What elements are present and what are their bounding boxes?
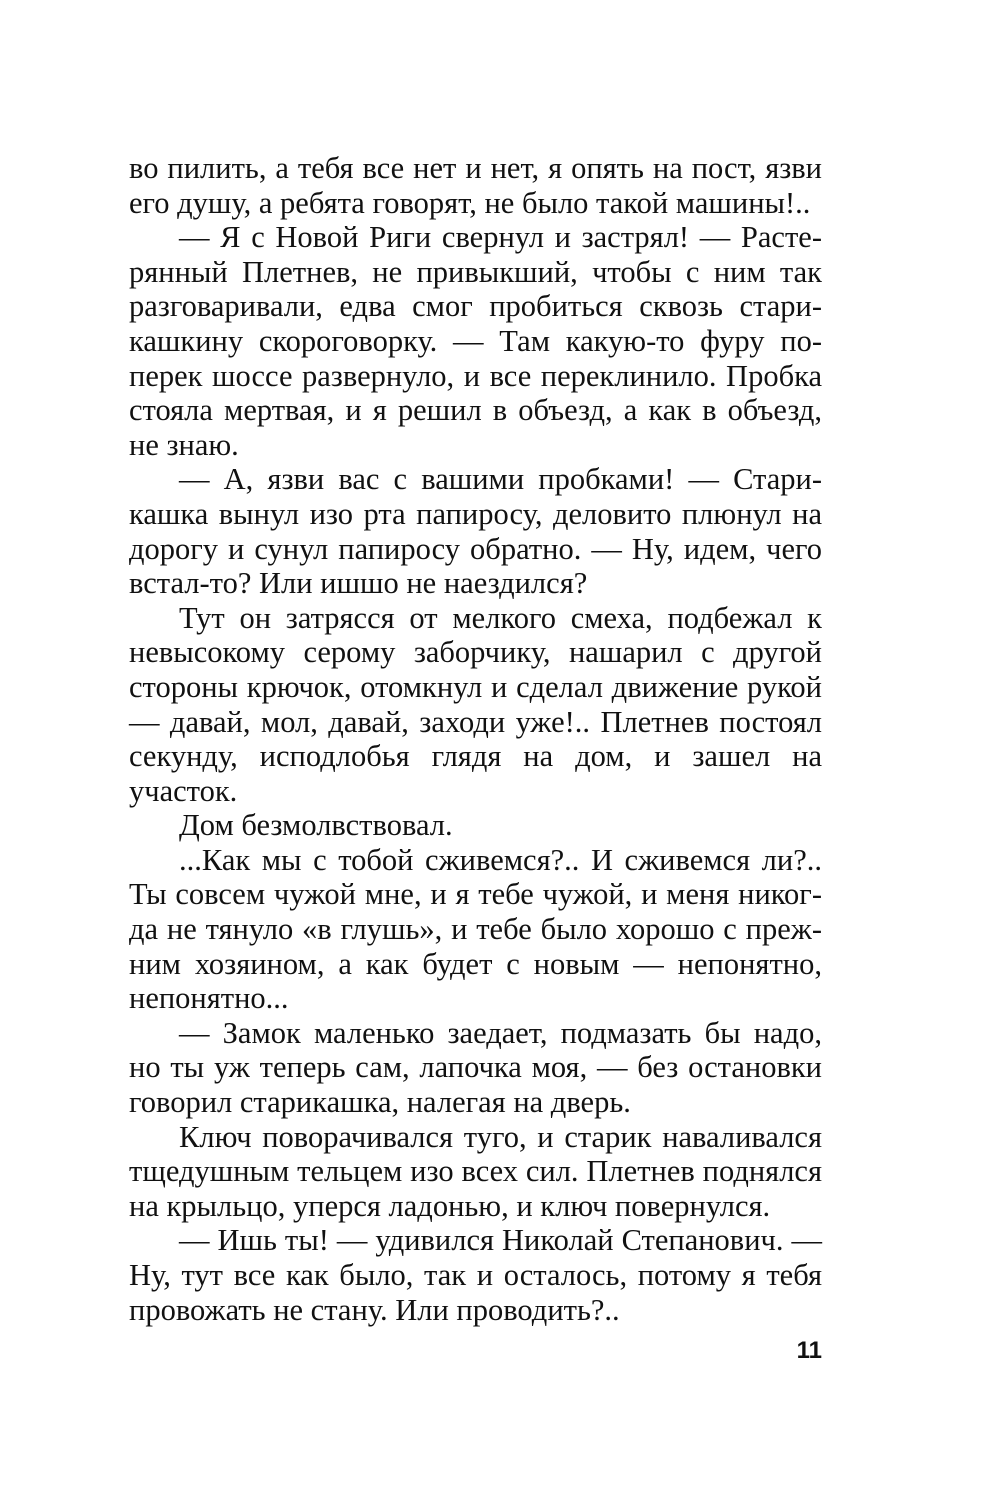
paragraph-4: Тут он затрясся от мелкого смеха, подбежал к невысокому серому заборчику, нашарил с другой стороны крючок, отомкнул и сделал движение рукой — давай, мол, давай, заходи уже!.. Плетнев постоял секунду, исподлобья глядя на дом, и зашел на участок.: [129, 600, 822, 808]
paragraph-6: ...Как мы с тобой сживемся?.. И сживемся ли?.. Ты совсем чужой мне, и я тебе чужой, и меня никогда не тянуло «в глушь», и тебе было хорошо с прежним хозяином, а как будет с новым — непонятно, непонятно...: [129, 842, 822, 1016]
page-number: 11: [796, 1337, 822, 1364]
body-text: [129, 151, 822, 1327]
paragraph-7: — Замок маленько заедает, подмазать бы надо, но ты уж теперь сам, лапочка моя, — без остановки говорил старикашка, налегая на дверь.: [129, 1015, 822, 1120]
paragraph-9: — Ишь ты! — удивился Николай Степанович. — Ну, тут все как было, так и осталось, потому я тебя провожать не стану. Или проводить?..: [129, 1223, 822, 1327]
paragraph-2: — Я с Новой Риги свернул и застрял! — Растерянный Плетнев, не привыкший, чтобы с ним так разговаривали, едва смог пробиться сквозь старикашкину скороговорку. — Там какую-то фуру поперек шоссе развернуло, и все переклинило. Пробка стояла мертвая, и я решил в объезд, а как в объезд, не знаю.: [129, 220, 822, 462]
paragraph-5: Дом безмолвствовал.: [179, 808, 453, 843]
paragraph-8: Ключ поворачивался туго, и старик наваливался тщедушным тельцем изо всех сил. Плетнев поднялся на крыльцо, уперся ладонью, и ключ повернулся.: [129, 1119, 822, 1223]
paragraph-3: — А, язви вас с вашими пробками! — Старикашка вынул изо рта папиросу, деловито плюнул на дорогу и сунул папиросу обратно. — Ну, идем, чего встал-то? Или ишшо не наездился?: [129, 462, 822, 601]
paragraph-1: во пилить, а тебя все нет и нет, я опять на пост, язви его душу, а ребята говорят, не было такой машины!..: [129, 151, 822, 220]
